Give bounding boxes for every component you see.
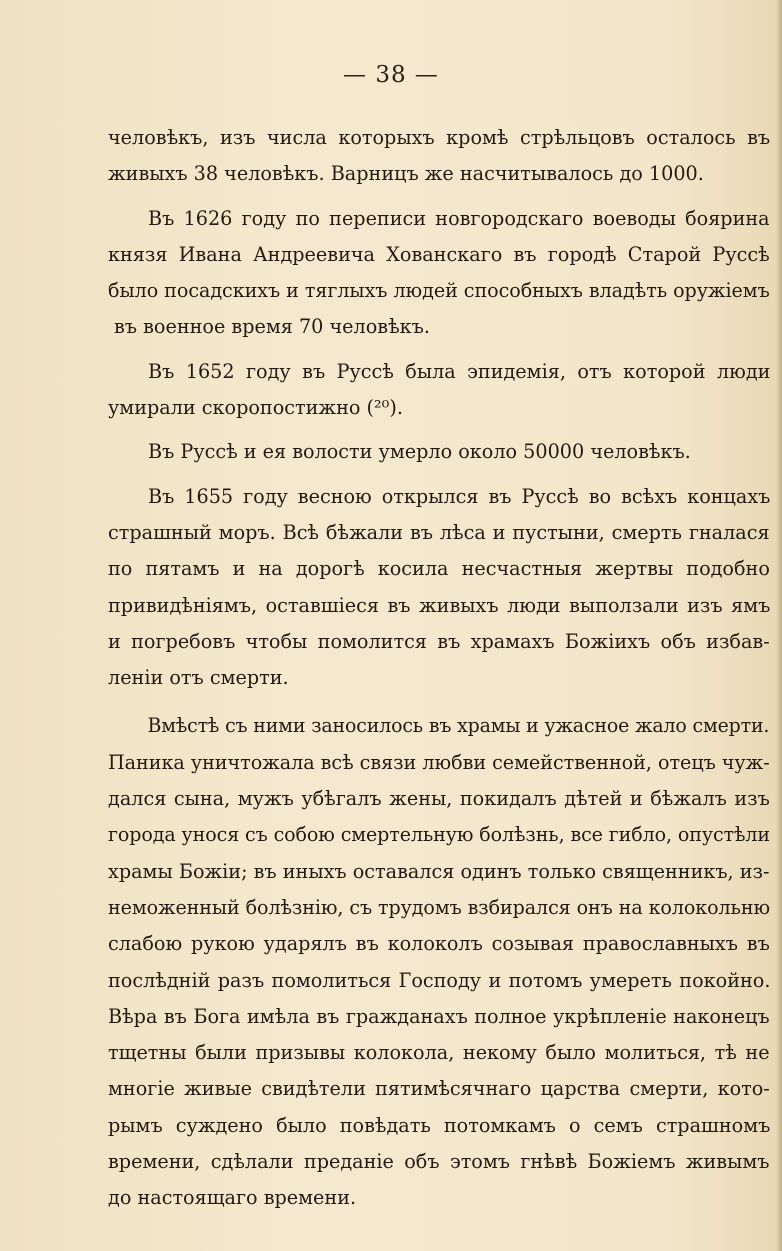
- text-line: Вмѣстѣ съ ними заносилось въ храмы и ужасное жало смерти.: [147, 714, 770, 738]
- text-line: Вѣра въ Бога имѣла въ гражданахъ полное укрѣпленіе наконецъ: [108, 1004, 770, 1028]
- text-line: Въ 1652 году въ Руссѣ была эпидемія, отъ которой люди: [148, 359, 771, 383]
- text-line: Въ 1655 году весною открылся въ Руссѣ во всѣхъ концахъ: [148, 484, 771, 508]
- text-line: человѣкъ, изъ числа которыхъ кромѣ стрѣльцовъ осталось въ: [108, 126, 771, 149]
- text-line: слабою рукою ударялъ въ колоколъ созывая православныхъ въ: [108, 932, 770, 956]
- text-line: живыхъ 38 человѣкъ. Варницъ же насчитывалось до 1000.: [108, 162, 704, 186]
- paragraph: [108, 354, 770, 427]
- text-line: князя Ивана Андреевича Хованскаго въ городѣ Старой Руссѣ: [108, 242, 770, 266]
- text-line: Въ 1626 году по переписи новгородскаго воеводы боярина: [148, 206, 770, 230]
- paragraph: [108, 201, 770, 346]
- text-line: до настоящаго времени.: [108, 1186, 357, 1210]
- body-text: [108, 120, 770, 1217]
- paragraph: [108, 708, 770, 1216]
- text-line: Въ Руссѣ и ея волости умерло около 50000 человѣкъ.: [148, 440, 691, 464]
- text-line: города унося съ собою смертельную болѣзнь, все гибло, опустѣли: [108, 823, 770, 847]
- text-line: неможенный болѣзнію, съ трудомъ взбирался онъ на колокольню: [108, 895, 771, 919]
- text-line: дался сына, мужъ убѣгалъ жены, покидалъ дѣтей и бѣжалъ изъ: [108, 787, 770, 811]
- text-line: страшный моръ. Всѣ бѣжали въ лѣса и пустыни, смерть гналася: [108, 520, 770, 544]
- text-line: послѣдній разъ помолиться Господу и потомъ умереть покойно.: [108, 968, 771, 992]
- page-number: — 38 —: [343, 62, 439, 88]
- text-line: тщетны были призывы колокола, некому было молиться, тѣ не: [108, 1041, 770, 1065]
- page-edge-shadow: [776, 0, 782, 1251]
- text-line: храмы Божіи; въ иныхъ оставался одинъ только священникъ, из-: [108, 859, 770, 883]
- paragraph: [108, 434, 770, 470]
- text-line: леніи отъ смерти.: [108, 666, 289, 690]
- text-line: времени, сдѣлали преданіе объ этомъ гнѣвѣ Божіемъ живымъ: [108, 1150, 770, 1174]
- text-line: Паника уничтожала всѣ связи любви семейственной, отецъ чуж-: [108, 750, 770, 774]
- paragraph: [108, 479, 770, 697]
- text-line: привидѣніямъ, оставшіеся въ живыхъ люди выползали изъ ямъ: [108, 593, 771, 617]
- text-line: было посадскихъ и тяглыхъ людей способныхъ владѣть оружіемъ: [108, 279, 770, 303]
- text-line: многіе живые свидѣтели пятимѣсячнаго царства смерти, кото-: [108, 1077, 770, 1101]
- text-line: по пятамъ и на дорогѣ косила несчастныя жертвы подобно: [108, 557, 770, 581]
- text-line: рымъ суждено было повѣдать потомкамъ о семъ страшномъ: [108, 1113, 771, 1137]
- text-line: въ военное время 70 человѣкъ.: [114, 315, 430, 339]
- text-line: и погребовъ чтобы помолится въ храмахъ Божіихъ объ избав-: [108, 629, 770, 653]
- text-line: умирали скоропостижно (²⁰).: [108, 396, 403, 420]
- paragraph: [108, 120, 770, 193]
